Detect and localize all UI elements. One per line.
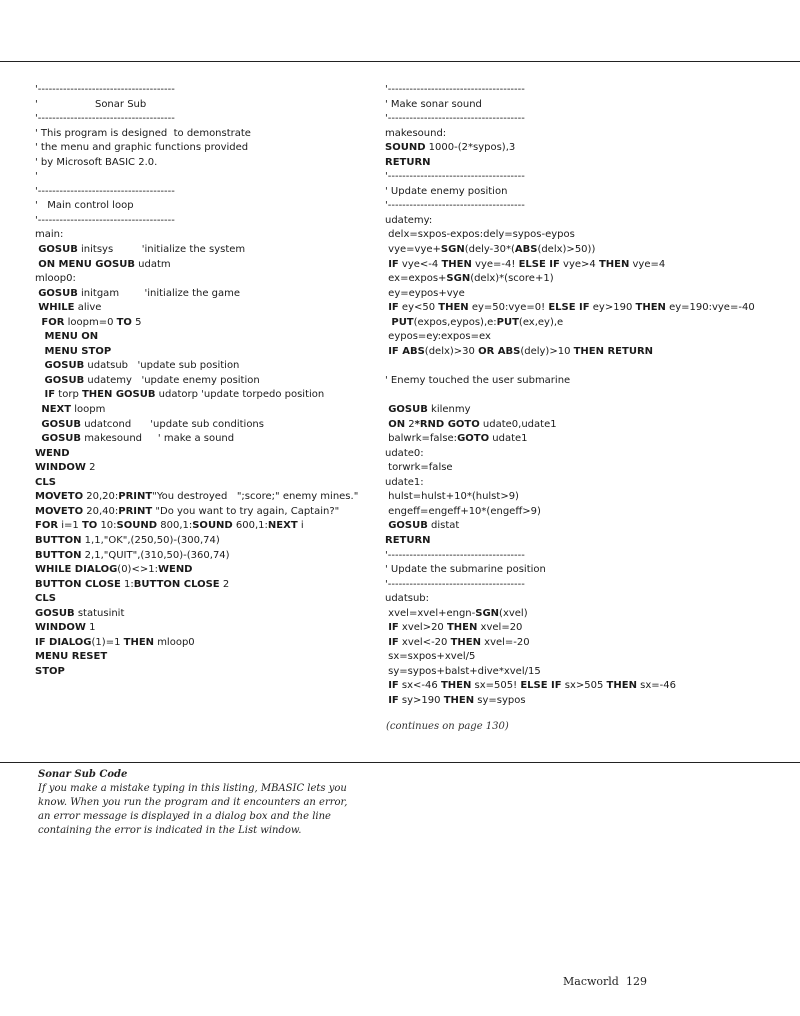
- code-line: IF ABS(delx)>30 OR ABS(dely)>10 THEN RETURN: [388, 345, 654, 357]
- code-line: ey=eypos+vye: [385, 287, 465, 299]
- listing-column-right: [385, 83, 785, 709]
- code-line: ' Make sonar sound: [385, 98, 482, 110]
- code-line: GOSUB distat: [388, 520, 460, 532]
- code-line: IF sx<-46 THEN sx=505! ELSE IF sx>505 THEN sx=-46: [388, 680, 676, 692]
- code-line: vye=vye+SGN(dely-30*(ABS(delx)>50)): [385, 244, 596, 256]
- code-line: sy=sypos+balst+dive*xvel/15: [385, 665, 541, 677]
- code-line: GOSUB udatsub 'update sub position: [44, 360, 240, 372]
- code-line: balwrk=false:GOTO udate1: [385, 433, 528, 445]
- listing-column-left: [35, 83, 380, 679]
- code-line: ON 2*RND GOTO udate0,udate1: [388, 418, 557, 430]
- code-line: BUTTON 2,1,"QUIT",(310,50)-(360,74): [35, 549, 230, 561]
- code-line: '--------------------------------------: [35, 84, 175, 95]
- code-line: udate1:: [385, 476, 424, 488]
- publication-name: Macworld: [563, 975, 619, 988]
- code-line: ex=expos+SGN(delx)*(score+1): [385, 273, 554, 285]
- code-line: ': [35, 171, 38, 183]
- code-line: '--------------------------------------: [385, 84, 525, 95]
- code-line: CLS: [35, 476, 56, 488]
- code-line: sx=sxpos+xvel/5: [385, 651, 476, 663]
- caption-line: If you make a mistake typing in this listing, MBASIC lets you: [38, 782, 347, 794]
- code-line: MENU STOP: [44, 345, 112, 357]
- code-line: ' Sonar Sub: [35, 98, 147, 110]
- top-rule: [0, 61, 800, 62]
- code-line: IF torp THEN GOSUB udatorp 'update torpedo position: [44, 389, 325, 401]
- code-line: RETURN: [385, 534, 431, 546]
- code-line: MOVETO 20,20:PRINT"You destroyed ";score;" enemy mines.": [35, 491, 359, 503]
- code-line: mloop0:: [35, 273, 76, 285]
- code-line: WHILE DIALOG(0)<>1:WEND: [35, 564, 193, 576]
- code-line: STOP: [35, 665, 65, 677]
- code-line: IF ey<50 THEN ey=50:vye=0! ELSE IF ey>190 THEN ey=190:vye=-40: [388, 302, 755, 314]
- code-line: ' Enemy touched the user submarine: [385, 374, 571, 386]
- code-line: GOSUB udatemy 'update enemy position: [44, 374, 260, 386]
- code-line: main:: [35, 229, 64, 241]
- code-line: GOSUB statusinit: [35, 607, 125, 619]
- code-line: hulst=hulst+10*(hulst>9): [385, 491, 519, 503]
- code-line: IF sy>190 THEN sy=sypos: [388, 694, 526, 706]
- page-number: 129: [626, 975, 647, 988]
- code-line: GOSUB udatcond 'update sub conditions: [41, 418, 264, 430]
- code-line: BUTTON 1,1,"OK",(250,50)-(300,74): [35, 534, 220, 546]
- caption-rule: [0, 762, 800, 763]
- code-line: BUTTON CLOSE 1:BUTTON CLOSE 2: [35, 578, 230, 590]
- code-line: WEND: [35, 447, 70, 459]
- code-line: MENU RESET: [35, 651, 108, 663]
- code-line: GOSUB makesound ' make a sound: [41, 433, 235, 445]
- code-line: udatsub:: [385, 593, 429, 605]
- code-line: IF DIALOG(1)=1 THEN mloop0: [35, 636, 195, 648]
- code-line: NEXT loopm: [41, 404, 106, 416]
- code-line: [385, 359, 785, 374]
- caption-line: know. When you run the program and it encounters an error,: [38, 796, 348, 808]
- code-line: makesound:: [385, 127, 447, 139]
- code-line: '--------------------------------------: [385, 549, 525, 561]
- continued-note: (continues on page 130): [386, 721, 509, 732]
- code-line: CLS: [35, 593, 56, 605]
- code-line: '--------------------------------------: [385, 578, 525, 590]
- code-line: '--------------------------------------: [35, 214, 175, 226]
- code-line: WHILE alive: [38, 302, 102, 314]
- caption-line: containing the error is indicated in the List window.: [38, 824, 302, 836]
- code-line: xvel=xvel+engn-SGN(xvel): [385, 607, 528, 619]
- code-line: delx=sxpos-expos:dely=sypos-eypos: [385, 229, 575, 241]
- code-line: eypos=ey:expos=ex: [385, 331, 491, 343]
- code-line: IF xvel>20 THEN xvel=20: [388, 622, 523, 634]
- code-line: '--------------------------------------: [385, 200, 525, 212]
- caption-line: an error message is displayed in a dialog box and the line: [38, 810, 331, 822]
- code-line: '--------------------------------------: [385, 113, 525, 125]
- code-line: ' Update the submarine position: [385, 564, 546, 576]
- code-line: WINDOW 1: [35, 622, 96, 634]
- code-line: torwrk=false: [385, 462, 453, 474]
- caption-title: Sonar Sub Code: [38, 769, 128, 780]
- code-line: PUT(expos,eypos),e:PUT(ex,ey),e: [391, 316, 564, 328]
- code-line: ' the menu and graphic functions provided: [35, 142, 249, 154]
- code-line: FOR i=1 TO 10:SOUND 800,1:SOUND 600,1:NEXT i: [35, 520, 304, 532]
- caption: [38, 768, 358, 838]
- code-line: ' This program is designed to demonstrate: [35, 127, 251, 139]
- code-line: WINDOW 2: [35, 462, 96, 474]
- code-line: [385, 388, 785, 403]
- code-line: IF xvel<-20 THEN xvel=-20: [388, 636, 530, 648]
- code-line: udatemy:: [385, 214, 433, 226]
- code-line: ' Update enemy position: [385, 185, 508, 197]
- code-line: udate0:: [385, 447, 424, 459]
- code-line: RETURN: [385, 156, 431, 168]
- code-line: MOVETO 20,40:PRINT "Do you want to try again, Captain?": [35, 505, 340, 517]
- code-line: MENU ON: [44, 331, 99, 343]
- code-line: '--------------------------------------: [35, 113, 175, 125]
- code-line: engeff=engeff+10*(engeff>9): [385, 505, 541, 517]
- code-line: GOSUB initsys 'initialize the system: [38, 244, 246, 256]
- code-line: IF vye<-4 THEN vye=-4! ELSE IF vye>4 THEN vye=4: [388, 258, 666, 270]
- code-line: '--------------------------------------: [385, 171, 525, 183]
- code-line: SOUND 1000-(2*sypos),3: [385, 142, 516, 154]
- code-line: '--------------------------------------: [35, 185, 175, 197]
- code-line: ' Main control loop: [35, 200, 134, 212]
- code-line: ON MENU GOSUB udatm: [38, 258, 171, 270]
- code-line: FOR loopm=0 TO 5: [41, 316, 142, 328]
- code-line: GOSUB initgam 'initialize the game: [38, 287, 241, 299]
- code-line: ' by Microsoft BASIC 2.0.: [35, 156, 158, 168]
- code-line: GOSUB kilenmy: [388, 404, 471, 416]
